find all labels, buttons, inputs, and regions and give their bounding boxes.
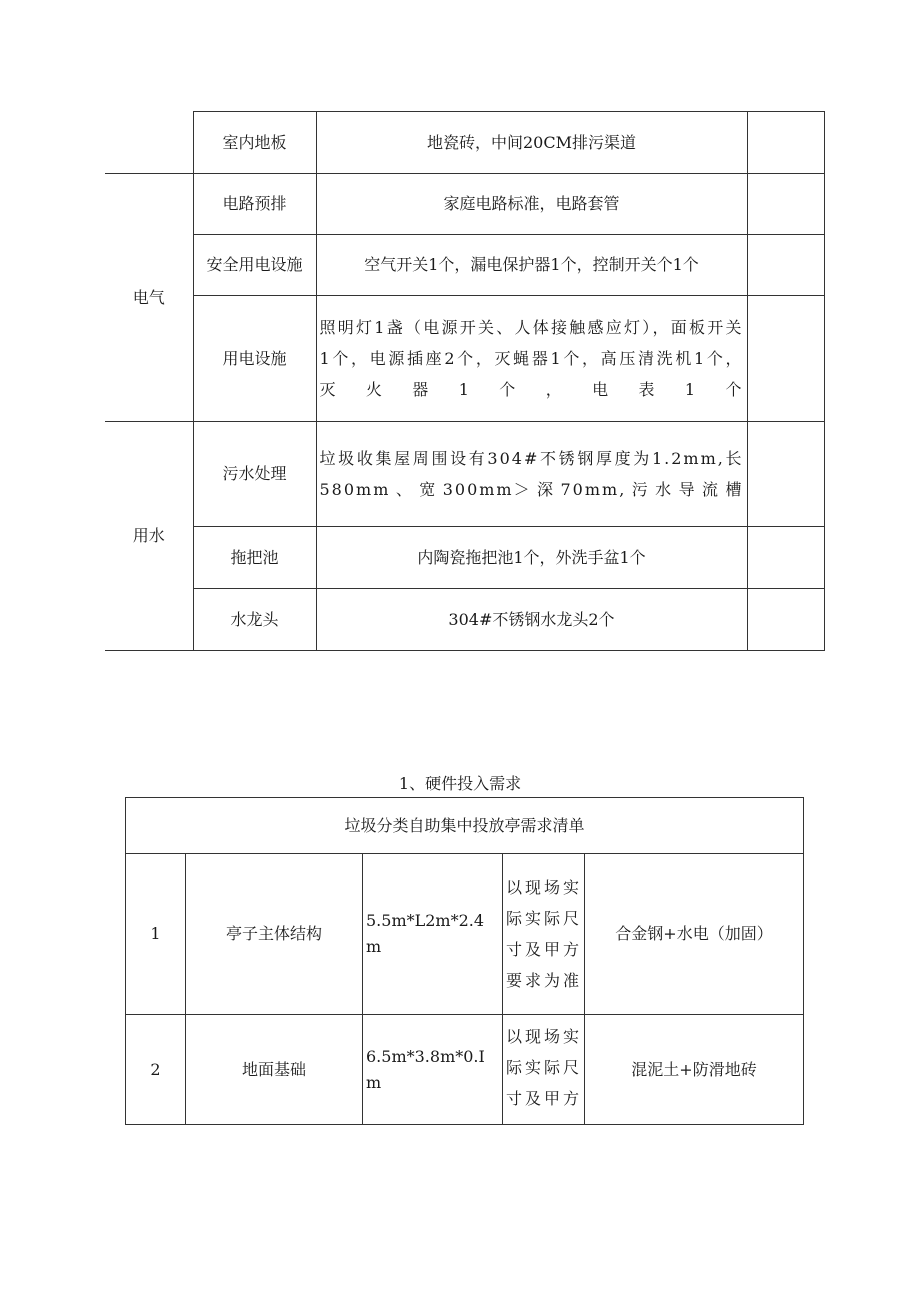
table-row [126, 854, 804, 1015]
description-cell: 垃圾收集屋周围设有304#不锈钢厚度为1.2mm,长580mm、宽300mm＞深70mm,污水导流槽 [316, 422, 747, 527]
material-cell: 混泥土+防滑地砖 [585, 1015, 804, 1125]
description-cell: 空气开关1个，漏电保护器1个，控制开关个1个 [316, 235, 747, 296]
material-cell: 合金钢+水电（加固） [585, 854, 804, 1015]
row-number: 2 [126, 1015, 186, 1125]
spec-cell: 5.5m*L2m*2.4m [363, 854, 503, 1015]
description-cell: 304#不锈钢水龙头2个 [316, 589, 747, 651]
empty-cell [747, 174, 824, 235]
table-title-row [126, 798, 804, 854]
row-number: 1 [126, 854, 186, 1015]
facility-table [105, 111, 825, 651]
note-cell: 以现场实际实际尺寸及甲方 [503, 1015, 585, 1125]
table-row [105, 422, 824, 527]
description-cell: 家庭电路标准，电路套管 [316, 174, 747, 235]
table-row [105, 527, 824, 589]
table-title: 垃圾分类自助集中投放亭需求清单 [126, 798, 804, 854]
item-cell: 电路预排 [193, 174, 316, 235]
description-cell: 照明灯1盏（电源开关、人体接触感应灯），面板开关1个，电源插座2个，灭蝇器1个，高压清洗机1个，灭火器1个，电表1个 [316, 296, 747, 422]
table-row [105, 174, 824, 235]
item-cell: 拖把池 [193, 527, 316, 589]
item-cell: 污水处理 [193, 422, 316, 527]
empty-cell [747, 589, 824, 651]
item-cell: 室内地板 [193, 112, 316, 174]
table-row [126, 1015, 804, 1125]
table-row [105, 112, 824, 174]
empty-cell [747, 296, 824, 422]
item-name: 地面基础 [186, 1015, 363, 1125]
table-row [105, 296, 824, 422]
category-cell-water: 用水 [105, 422, 193, 651]
item-cell: 水龙头 [193, 589, 316, 651]
empty-cell [747, 527, 824, 589]
description-cell: 内陶瓷拖把池1个，外洗手盆1个 [316, 527, 747, 589]
category-cell-electrical: 电气 [105, 174, 193, 422]
table-row [105, 589, 824, 651]
hardware-requirements-table [125, 797, 804, 1125]
table-row [105, 235, 824, 296]
description-cell: 地瓷砖，中间20CM排污渠道 [316, 112, 747, 174]
section-heading: 1、硬件投入需求 [398, 774, 522, 793]
item-cell: 用电设施 [193, 296, 316, 422]
item-name: 亭子主体结构 [186, 854, 363, 1015]
empty-cell [747, 422, 824, 527]
spec-cell: 6.5m*3.8m*0.Im [363, 1015, 503, 1125]
note-cell: 以现场实际实际尺寸及甲方要求为准 [503, 854, 585, 1015]
empty-cell [747, 235, 824, 296]
empty-cell [747, 112, 824, 174]
category-cell [105, 112, 193, 174]
item-cell: 安全用电设施 [193, 235, 316, 296]
